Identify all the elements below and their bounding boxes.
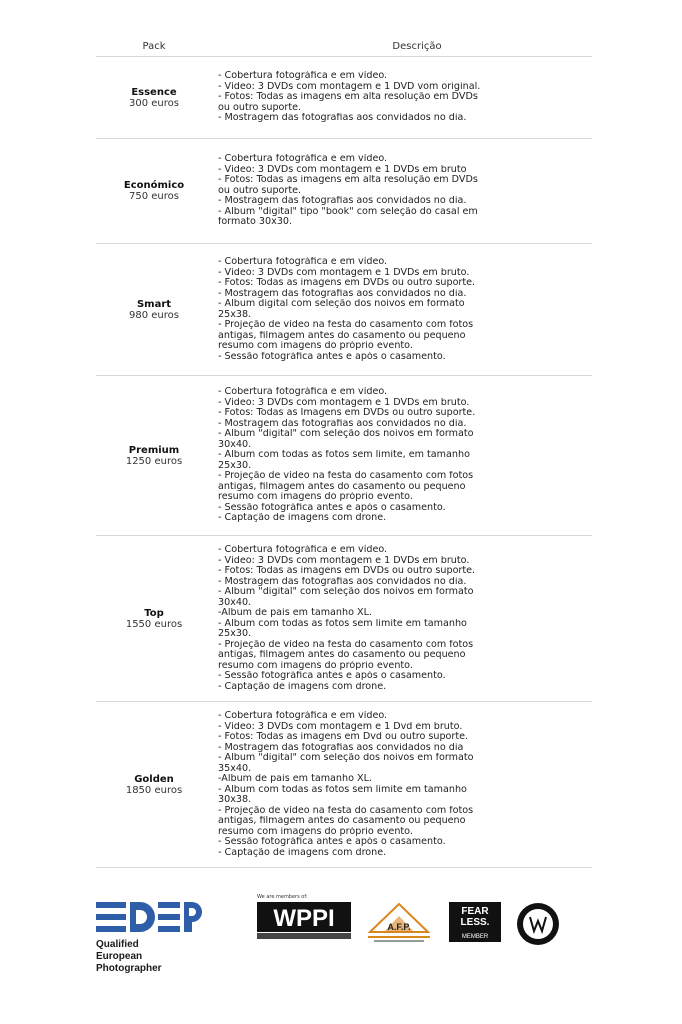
package-price: 980 euros xyxy=(129,309,179,321)
description-line: - Álbum "digital" tipo "book" com seleção do casal em xyxy=(218,206,478,217)
description-line: antigas, filmagem antes do casamento ou pequeno xyxy=(218,650,466,660)
description-line: - Mostragem das fotografias aos convidados no dia. xyxy=(218,418,467,429)
description-line: - Álbum com todas as fotos sem limite em tamanho xyxy=(218,618,467,629)
description-line: - Projeção de vídeo na festa do casamento com fotos xyxy=(218,805,474,816)
package-price: 1850 euros xyxy=(125,784,183,796)
package-cell xyxy=(96,139,212,243)
package-cell xyxy=(96,376,212,535)
package-price: 300 euros xyxy=(129,97,179,109)
description-line: - Cobertura fotográfica e em vídeo. xyxy=(218,154,388,165)
description-line: - Mostragem das fotografias aos convidados no dia. xyxy=(218,113,467,124)
description-line: - Mostragem das fotografias aos convidados no dia. xyxy=(218,576,467,587)
header-description: Descrição xyxy=(392,40,442,52)
package-row xyxy=(96,139,592,244)
description-line: - Projeção de vídeo na festa do casamento com fotos xyxy=(218,639,474,650)
description-line: ou outro suporte. xyxy=(218,185,302,196)
package-price: 750 euros xyxy=(129,191,179,202)
award-badge-logo xyxy=(516,902,560,946)
table-header xyxy=(96,36,592,57)
members-label: We are members of: xyxy=(257,894,308,900)
description-line: - Vídeo: 3 DVDs com montagem e 1 DVD vom original. xyxy=(218,81,481,92)
description-line: - Mostragem das fotografias aos convidados no dia xyxy=(218,742,464,753)
fearless-line-3: MEMBER xyxy=(461,934,489,940)
package-cell xyxy=(96,702,212,867)
description-line: - Fotos: Todas as imagens em alta resolução em DVDs xyxy=(218,92,478,103)
description-line: -Álbum de pais em tamanho XL. xyxy=(218,774,372,784)
description-line: antigas, filmagem antes do casamento ou pequeno xyxy=(218,816,466,826)
description-line: - Álbum digital com seleção dos noivos em formato xyxy=(218,299,465,309)
wppi-logo xyxy=(257,902,351,940)
description-line: 30x40. xyxy=(218,439,252,450)
description-line: - Álbum "digital" com seleção dos noivos em formato xyxy=(218,429,474,440)
package-name: Premium xyxy=(128,444,180,456)
qep-line-2: European xyxy=(96,951,143,962)
package-row xyxy=(96,244,592,376)
fearless-line-1: FEAR xyxy=(461,906,489,917)
fearless-line-2: LESS. xyxy=(460,917,490,928)
description-line: resumo com imagens do próprio evento. xyxy=(218,660,413,671)
footer-logos xyxy=(0,890,682,980)
package-description xyxy=(212,536,592,701)
description-line: - Álbum "digital" com seleção dos noivos em formato xyxy=(218,587,474,597)
description-line: 35x40. xyxy=(218,763,252,774)
description-line: - Cobertura fotográfica e em vídeo. xyxy=(218,711,388,721)
description-line: - Fotos: Todas as imagens em DVDs ou outro suporte. xyxy=(218,278,476,288)
description-line: - Projeção de vídeo na festa do casamento com fotos xyxy=(218,471,474,482)
wppi-logo-text: WPPI xyxy=(273,905,335,932)
qep-line-1: Qualified xyxy=(96,939,139,950)
description-line: - Sessão fotográfica antes e após o casamento. xyxy=(218,671,446,681)
description-line: - Cobertura fotográfica e em vídeo. xyxy=(218,545,388,555)
description-line: - Vídeo: 3 DVDs com montagem e 1 Dvd em bruto. xyxy=(218,721,463,732)
description-line: - Cobertura fotográfica e em vídeo. xyxy=(218,387,388,398)
description-line: - Cobertura fotográfica e em vídeo. xyxy=(218,71,388,82)
package-cell xyxy=(96,536,212,701)
package-price: 1250 euros xyxy=(125,455,183,467)
package-cell xyxy=(96,244,212,375)
qep-logo-mark xyxy=(96,900,208,934)
package-price: 1550 euros xyxy=(125,618,183,630)
fearless-logo xyxy=(449,902,501,942)
description-line: 30x38. xyxy=(218,795,252,805)
package-description xyxy=(212,244,592,375)
description-line: 25x38. xyxy=(218,309,252,320)
description-line: - Sessão fotográfica antes e após o casamento. xyxy=(218,351,446,362)
description-line: - Fotos: Todas as imagens em DVDs ou outro suporte. xyxy=(218,566,476,576)
description-line: - Vídeo: 3 DVDs com montagem e 1 DVDs em bruto. xyxy=(218,555,470,566)
package-description xyxy=(212,57,592,138)
package-description xyxy=(212,376,592,535)
package-name: Golden xyxy=(134,773,174,785)
description-line: - Fotos: Todas as imagens em alta resolução em DVDs xyxy=(218,175,478,186)
package-description xyxy=(212,702,592,867)
package-row xyxy=(96,702,592,868)
package-name: Essence xyxy=(131,86,177,98)
description-line: 25x30. xyxy=(218,629,252,639)
description-line: - Álbum "digital" com seleção dos noivos em formato xyxy=(218,753,474,763)
package-name: Top xyxy=(144,607,164,619)
description-line: - Captação de imagens com drone. xyxy=(218,847,387,858)
description-line: - Vídeo: 3 DVDs com montagem e 1 DVDs em bruto. xyxy=(218,267,470,278)
description-line: formato 30x30. xyxy=(218,217,293,228)
description-line: - Vídeo: 3 DVDs com montagem e 1 DVDs em bruto xyxy=(218,164,467,175)
description-line: - Álbum com todas as fotos sem limite em tamanho xyxy=(218,784,467,795)
description-line: - Fotos: Todas as imagens em Dvd ou outro suporte. xyxy=(218,732,469,742)
description-line: resumo com imagens do próprio evento. xyxy=(218,826,413,837)
package-name: Económico xyxy=(123,180,185,191)
package-description xyxy=(212,139,592,243)
description-line: - Sessão fotográfica antes e após o casamento. xyxy=(218,837,446,847)
package-row xyxy=(96,536,592,702)
table-body xyxy=(96,57,592,868)
package-row xyxy=(96,376,592,536)
description-line: antigas, filmagem antes do casamento ou pequeno xyxy=(218,481,466,492)
description-line: - Sessão fotográfica antes e após o casamento. xyxy=(218,502,446,513)
description-line: - Cobertura fotográfica e em vídeo. xyxy=(218,257,388,267)
qep-logo xyxy=(96,900,208,974)
description-line: ou outro suporte. xyxy=(218,102,302,113)
description-line: - Projeção de vídeo na festa do casamento com fotos xyxy=(218,320,474,330)
header-pack: Pack xyxy=(142,40,166,52)
package-cell xyxy=(96,57,212,138)
description-line: 25x30. xyxy=(218,460,252,471)
description-line: - Fotos: Todas as Imagens em DVDs ou outro suporte. xyxy=(218,408,476,419)
afp-logo-text: A.F.P. xyxy=(387,922,411,932)
description-line: - Vídeo: 3 DVDs com montagem e 1 DVDs em bruto. xyxy=(218,397,470,408)
description-line: - Captação de imagens com drone. xyxy=(218,681,387,692)
package-name: Smart xyxy=(136,298,172,310)
description-line: - Mostragem das fotografias aos convidados no dia. xyxy=(218,288,467,299)
description-line: - Álbum com todas as fotos sem limite, em tamanho xyxy=(218,450,470,461)
description-line: resumo com imagens do próprio evento. xyxy=(218,341,413,351)
description-line: -Álbum de pais em tamanho XL. xyxy=(218,608,372,618)
description-line: antigas, filmagem antes do casamento ou pequeno xyxy=(218,330,466,341)
description-line: - Captação de imagens com drone. xyxy=(218,513,387,524)
qep-line-3: Photographer xyxy=(96,963,162,974)
description-line: resumo com imagens do próprio evento. xyxy=(218,492,413,503)
packages-table xyxy=(96,36,592,868)
package-row xyxy=(96,57,592,139)
afp-logo xyxy=(360,902,438,944)
description-line: - Mostragem das fotografias aos convidados no dia. xyxy=(218,196,467,207)
description-line: 30x40. xyxy=(218,597,252,608)
